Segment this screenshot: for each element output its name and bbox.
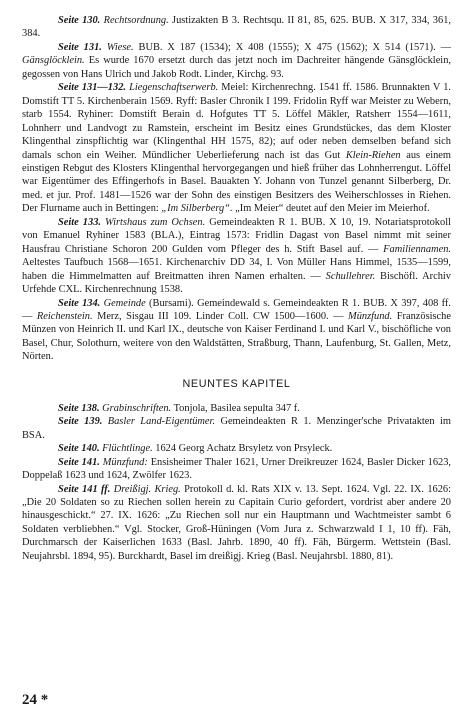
- note-ref: Seite 134.: [58, 297, 101, 309]
- note-topic: Schullehrer.: [325, 270, 376, 282]
- note-ref: Seite 133.: [58, 216, 101, 228]
- note-text: Bischöfl. Archiv Urfehde CXL. Kirchenrechnung 1538.: [22, 270, 451, 296]
- note-text: Es wurde 1670 ersetzt durch das jetzt noch im Dachreiter hängende Gänsglöcklein, gegossen von Hans Ulrich und Jakob Rodt. Linder, Kirchg. 93.: [22, 55, 451, 80]
- note-text: aus einem einstigen Rebgut des Klosters Klingenthal hervorgegangen und hieß früher das Lohnherrengut. Löffel war Eigentümer des Effingerhofs in Basel. Bauakten Y. Johann von Tunzel genannt Silberberg, Dr. med. et jur. Prof. 1481—1526 war der Sohn des einstigen Besitzers des Weiherschlosses in Riehen. Der Flurname auch in Bettingen:: [22, 149, 452, 215]
- note-paragraph: [22, 402, 451, 415]
- note-text: (Bursami). Gemeindewald s. Gemeindeakten R 1. BUB. X 397, 408 ff. —: [22, 297, 451, 322]
- note-paragraph: [22, 297, 451, 364]
- note-topic: Münzfund:: [102, 456, 148, 468]
- note-topic: Familiennamen.: [383, 243, 451, 255]
- note-text: BUB. X 187 (1534); X 408 (1555); X 475 (1562); X 514 (1571). —: [133, 41, 451, 53]
- note-ref: Seite 140.: [58, 443, 100, 455]
- note-text: Gemeindeakten R 1. BUB. X 10, 19. Notariatsprotokoll von Emanuel Ryhiner 1583 (BLA.), Eintrag 1573: Fridlin Dagast von Basel nimmt mit seiner Hausfrau Christiane Schoron 200 Gulden vom Pfleger des h. Stift Basel auf. —: [22, 216, 451, 255]
- note-topic: Münzfund.: [348, 310, 393, 322]
- note-paragraph: [22, 216, 451, 297]
- note-topic: Gänsglöcklein.: [22, 55, 85, 67]
- note-paragraph: [22, 81, 451, 216]
- note-text: Gemeindeakten R 1. Menzinger'sche Privatakten im BSA.: [22, 416, 451, 441]
- note-ref: Seite 139.: [58, 416, 103, 428]
- note-ref: Seite 131—132.: [58, 82, 126, 94]
- note-topic: Klein-Riehen: [345, 149, 401, 161]
- note-text: „Im Meier“ deutet auf den Meier im Meierhof.: [232, 203, 430, 215]
- note-topic: Reichenstein.: [36, 310, 93, 322]
- note-ref: Seite 138.: [58, 402, 100, 414]
- note-text: 1624 Georg Achatz Brsyletz von Prsyleck.: [152, 443, 333, 455]
- note-ref: Seite 141 ff.: [58, 483, 111, 495]
- note-paragraph: [22, 415, 451, 442]
- note-ref: Seite 130.: [58, 15, 101, 26]
- note-paragraph: [22, 41, 451, 81]
- note-topic: Dreißigj. Krieg.: [113, 483, 181, 495]
- note-paragraph: [22, 442, 451, 455]
- note-ref: Seite 131.: [58, 41, 102, 53]
- note-topic: Gemeinde: [103, 297, 146, 309]
- note-ref: Seite 141.: [58, 456, 100, 468]
- note-text: Justizakten B 3. Rechtsqu. II 81, 85, 625. BUB. X 317, 334, 361, 384.: [22, 15, 451, 40]
- chapter-heading: NEUNTES KAPITEL: [182, 377, 291, 390]
- note-text: Meiel: Kirchenrechng. 1541 ff. 1586. Brunnakten V 1. Domstift TT 5. Kirchenberain 1569. Ryff: Basler Chronik I 199. Fridolin Ryff war Meister zu Webern, starb 1554. Ryhiner: Domstift Berain d. Hofgutes TT 5. Löffel Mäkler, Ratsherr 1554—1611, Lohnherr und Landvogt zu Ramstein, erscheint im Besitz eines Grundstückes, das dem Kloster Klingenthal zinspflichtig war (Klingenthal HH 1575, 82); auf oder neben demselben befand sich damals schon ein Weiher. Mündlicher Ueberlieferung nach ist das Gut: [22, 82, 451, 161]
- note-paragraph: [22, 14, 451, 41]
- note-paragraph: [22, 456, 451, 483]
- note-topic: Flüchtlinge.: [102, 443, 153, 455]
- notes-section-before: [22, 14, 451, 364]
- note-paragraph: [22, 483, 451, 564]
- note-text: Protokoll d. kl. Rats XIX v. 13. Sept. 1624. Vgl. 22. IX. 1626: „Die 20 Soldaten so zu Riechen sollen herein zu Capitain Curio gefordert, vordrist aber andere 20 hinausgeschickt.“ 27. IX. 1626: „Zu Riechen soll nur ein Hauptmann und Wachtmeister sambt 6 Soldaten verbliebhen.“ Vgl. Stocker, Groß-Hüningen (Vom Jura z. Schwarzwald I 1, 10 ff). Fäh, Durchmarsch der Kaiserlichen 1633 (Basl. Jahrb. 1890, 40 ff). Fäh, Bürgerm. Wettstein (Basl. Neujahrsbl. 1894, 95). Burckhardt, Basel im dreißigj. Krieg (Basl. Neujahrsbl. 1880, 81).: [22, 483, 451, 562]
- note-topic: Grabinschriften.: [102, 402, 172, 414]
- note-topic: Liegenschaftserwerb.: [129, 82, 219, 94]
- note-text: Ensisheimer Thaler 1621, Urner Dreikreuzer 1624, Basler Dicker 1623, Doppelaß 1623 und 1624, Zwölfer 1623.: [22, 456, 451, 482]
- note-text: Französische Münzen von Heinrich II. und Karl IX., deutsche von Kaiser Ferdinand I. und Karl V., bischöfliche von Basel, Chur, Solothurn, weitere von den Waldstätten, Straßburg, Thann, Laufenburg, St. Gallen, Metz, Nörten.: [22, 310, 451, 363]
- note-topic: Wirtshaus zum Ochsen.: [105, 216, 206, 228]
- notes-section-after: [22, 402, 451, 563]
- page-number: 24 *: [22, 692, 49, 708]
- note-topic: Rechtsordnung.: [103, 15, 169, 26]
- note-topic: „Im Silberberg“.: [161, 203, 233, 215]
- note-text: Tonjola, Basilea sepulta 347 f.: [171, 402, 300, 414]
- note-topic: Wiese.: [106, 41, 134, 53]
- note-text: Merz, Sisgau III 109. Linder Coll. CW 1500—1600. —: [92, 310, 349, 322]
- note-text: Aeltestes Taufbuch 1568—1651. Kirchenarchiv DD 34, I. Von Müller Hans Himmel, 1535—1599, haben die Himmelmatten auf Breitmatten ihren Namen erhalten. —: [22, 257, 451, 282]
- note-topic: Basler Land-Eigentümer.: [107, 416, 216, 428]
